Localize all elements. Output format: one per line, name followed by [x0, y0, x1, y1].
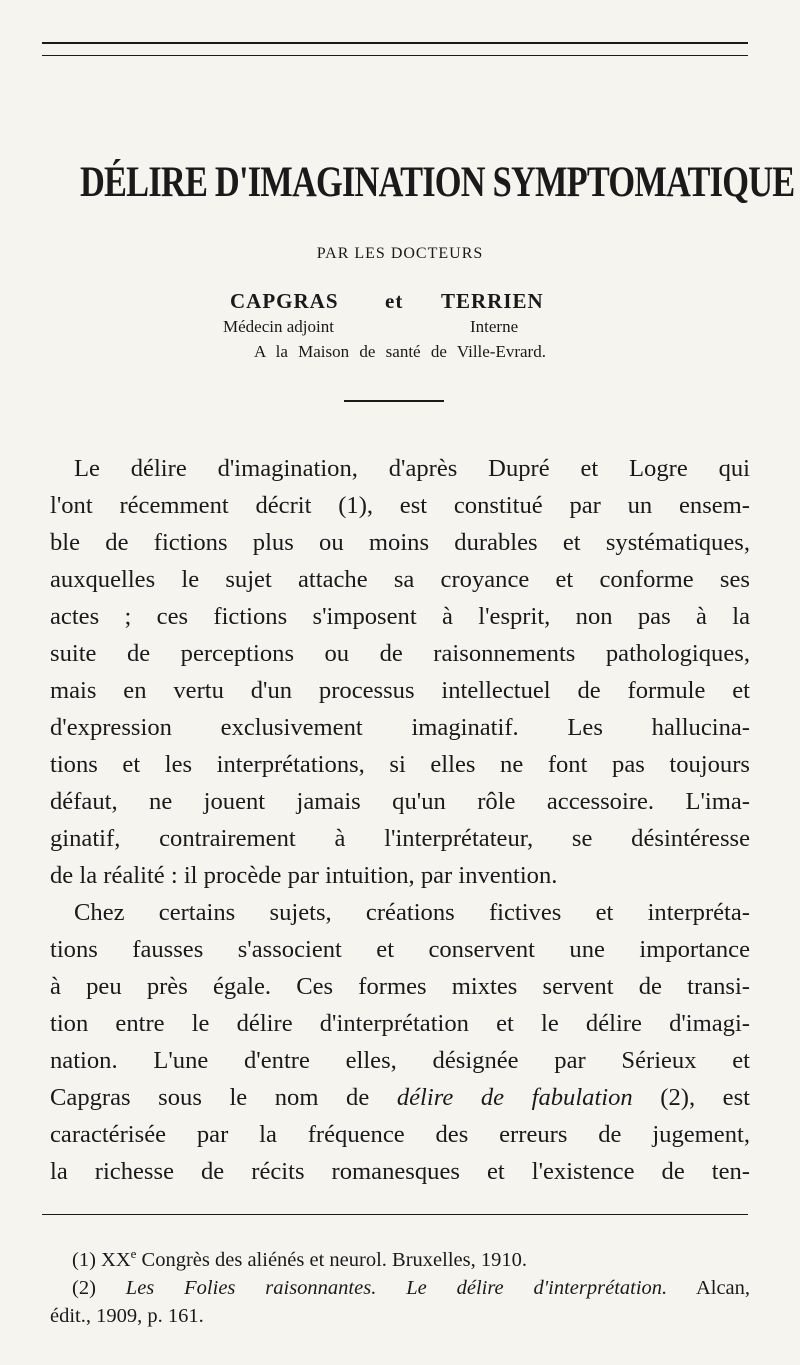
author-name-capgras: CAPGRAS — [230, 289, 339, 313]
footnote-rule — [42, 1214, 748, 1215]
body-line: auxquelles le sujet attache sa croyance et conforme ses — [50, 566, 750, 593]
header-rule-thin — [42, 55, 748, 56]
body-line-with-italic — [50, 1079, 750, 1116]
article-body — [50, 450, 750, 1190]
paragraph-1 — [50, 450, 750, 894]
body-line: suite de perceptions ou de raisonnements pathologiques, — [50, 640, 750, 667]
body-text-fragment: (2), est — [660, 1084, 751, 1111]
body-line: ble de fictions plus ou moins durables et systématiques, — [50, 529, 750, 556]
byline: PAR LES DOCTEURS — [316, 245, 484, 262]
body-text-fragment: Capgras sous le nom de — [50, 1084, 370, 1111]
footnote-marker: (1) — [72, 1248, 96, 1271]
body-line: d'expression exclusivement imaginatif. Les hallucina- — [50, 714, 750, 741]
section-separator — [344, 400, 444, 402]
body-line: tions et les interprétations, si elles ne font pas toujours — [50, 751, 750, 778]
article-title: DÉLIRE D'IMAGINATION SYMPTOMATIQUE — [80, 159, 795, 206]
header-rule-thick — [42, 42, 748, 44]
paragraph-2 — [50, 894, 750, 1190]
affiliation: A la Maison de santé de Ville-Evrard. — [254, 342, 546, 361]
body-line: de la réalité : il procède par intuition, par invention. — [50, 862, 558, 889]
body-line: actes ; ces fictions s'imposent à l'esprit, non pas à la — [50, 603, 750, 630]
role-capgras: Médecin adjoint — [223, 317, 334, 336]
footnote-title-folies: Les Folies raisonnantes. — [125, 1276, 377, 1299]
footnote-marker: (2) — [72, 1276, 96, 1299]
body-line: caractérisée par la fréquence des erreurs de jugement, — [50, 1121, 750, 1148]
footnote-1 — [50, 1240, 750, 1274]
author-conjunction: et — [385, 289, 404, 313]
body-line: tions fausses s'associent et conservent une importance — [50, 936, 750, 963]
footnote-text: Congrès des aliénés et neurol. Bruxelles, 1910. — [141, 1248, 527, 1271]
body-line: Le délire d'imagination, d'après Dupré et Logre qui — [74, 455, 750, 482]
body-line: mais en vertu d'un processus intellectuel de formule et — [50, 677, 750, 704]
body-line: nation. L'une d'entre elles, désignée par Sérieux et — [50, 1047, 750, 1074]
body-line: Chez certains sujets, créations fictives et interpréta- — [74, 899, 750, 926]
body-line: la richesse de récits romanesques et l'existence de ten- — [50, 1158, 750, 1185]
footnotes — [50, 1240, 750, 1330]
superscript: e — [130, 1246, 137, 1261]
role-terrien: Interne — [470, 317, 519, 336]
footnote-title-delire: Le délire d'interprétation. — [406, 1276, 668, 1299]
footnote-text: Alcan, — [695, 1276, 751, 1299]
italic-term-delire-de-fabulation: délire de fabulation — [396, 1084, 633, 1111]
body-line: l'ont récemment décrit (1), est constitué par un ensem- — [50, 492, 750, 519]
body-line: ginatif, contrairement à l'interprétateur, se désintéresse — [50, 825, 750, 852]
footnote-2-continued: édit., 1909, p. 161. — [50, 1304, 204, 1327]
footnote-2 — [50, 1274, 750, 1302]
footnote-text: XX — [101, 1248, 131, 1271]
author-name-terrien: TERRIEN — [441, 289, 544, 313]
body-line: tion entre le délire d'interprétation et le délire d'imagi- — [50, 1010, 750, 1037]
body-line: à peu près égale. Ces formes mixtes servent de transi- — [50, 973, 750, 1000]
body-line: défaut, ne jouent jamais qu'un rôle accessoire. L'ima- — [50, 788, 750, 815]
